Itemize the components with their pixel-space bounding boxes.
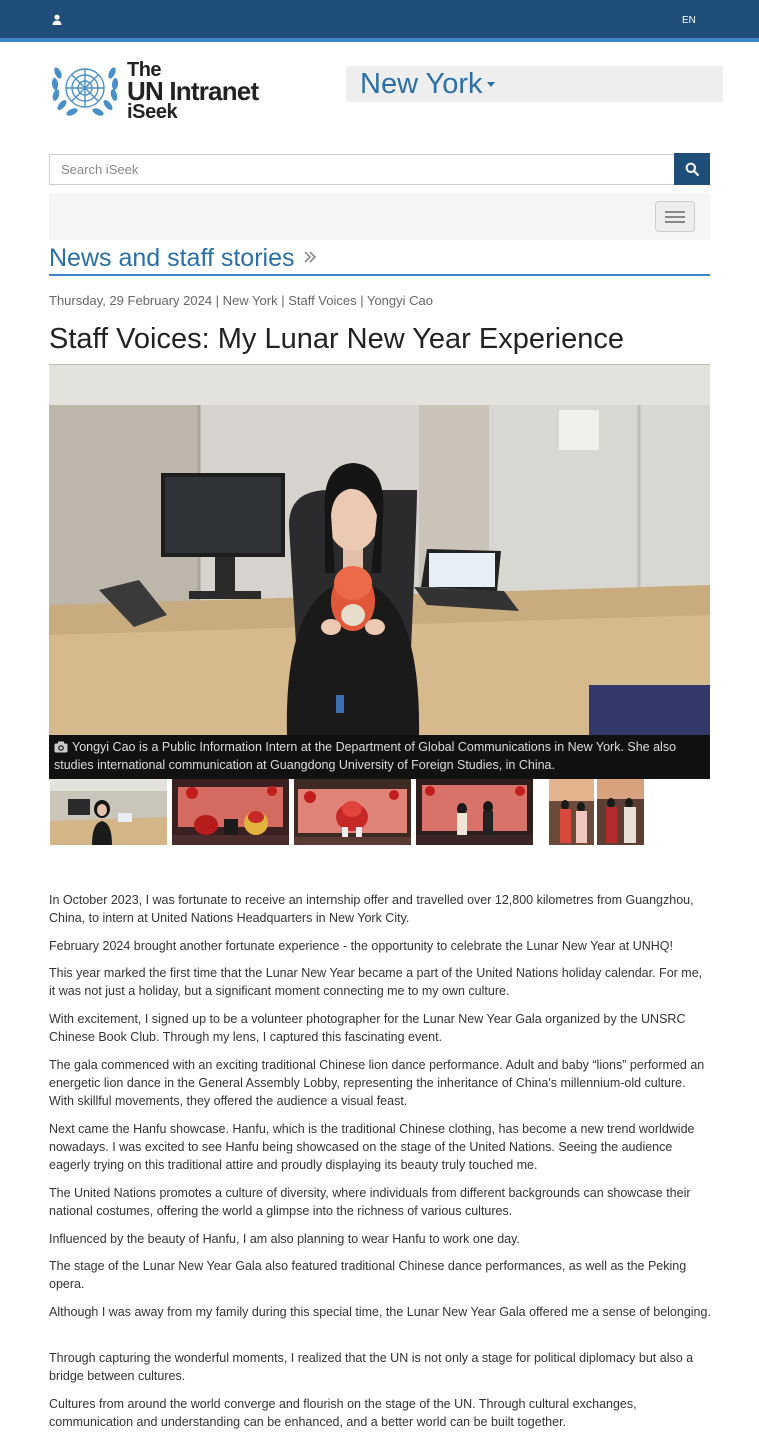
article-paragraph-6: Next came the Hanfu showcase. Hanfu, which is the traditional Chinese clothing, has become a new trend worldwide nowadays. I was excited to see Hanfu being showcased on the stage of the United Nations. Seeing the audience eagerly trying on this traditional attire and proudly displaying its beauty truly touched me. xyxy=(49,1122,695,1172)
brand-line-the: The xyxy=(127,59,162,81)
nav-bar xyxy=(49,193,710,240)
caret-down-icon xyxy=(487,82,495,87)
brand-line-un-intranet: UN Intranet xyxy=(127,76,259,106)
article-paragraph-11: Through capturing the wonderful moments, I realized that the UN is not only a stage for political diplomacy but also a bridge between cultures. xyxy=(49,1351,694,1383)
location-dropdown[interactable] xyxy=(346,66,723,102)
article-paragraph-12: Cultures from around the world converge and flourish on the stage of the UN. Through cultural exchanges, communication and understanding can be enhanced, and a better world can be built together. xyxy=(49,1397,637,1429)
article-paragraph-8: Influenced by the beauty of Hanfu, I am also planning to wear Hanfu to work one day. xyxy=(49,1232,520,1246)
search-input[interactable] xyxy=(49,154,675,185)
hamburger-menu-icon xyxy=(665,211,685,213)
search-button[interactable] xyxy=(674,153,710,185)
article-paragraph-1: In October 2023, I was fortunate to receive an internship offer and travelled over 12,800 kilometres from Guangzhou, China, to intern at United Nations Headquarters in New York City. xyxy=(49,893,694,925)
article-paragraph-2: February 2024 brought another fortunate experience - the opportunity to celebrate the Lunar New Year at UNHQ! xyxy=(49,939,673,953)
article-paragraph-4: With excitement, I signed up to be a volunteer photographer for the Lunar New Year Gala organized by the UNSRC Chinese Book Club. Through my lens, I captured this fascinating event. xyxy=(49,1012,686,1044)
user-icon[interactable] xyxy=(50,13,64,27)
top-bar xyxy=(0,0,759,38)
top-bar-stripe xyxy=(0,38,759,42)
un-emblem-icon[interactable] xyxy=(49,59,121,119)
article-paragraph-9: The stage of the Lunar New Year Gala also featured traditional Chinese dance performances, as well as the Peking opera. xyxy=(49,1259,687,1291)
article-paragraph-3: This year marked the first time that the Lunar New Year became a part of the United Nations holiday calendar. For me, it was not just a holiday, but a significant moment connecting me to my own culture. xyxy=(49,966,703,998)
article-paragraph-5: The gala commenced with an exciting traditional Chinese lion dance performance. Adult and baby “lions” performed an energetic lion dance in the General Assembly Lobby, representing the inheritance of China's millennium-old culture. With skillful movements, they offered the audience a visual feast. xyxy=(49,1058,705,1108)
gallery-thumbnail-3[interactable] xyxy=(294,779,411,845)
gallery-thumbnail-2[interactable] xyxy=(172,779,289,845)
language-selector[interactable]: EN xyxy=(682,15,696,26)
location-label: New York xyxy=(360,68,483,100)
article-hero-photo xyxy=(49,364,710,736)
photo-caption xyxy=(49,735,710,779)
article-paragraph-7: The United Nations promotes a culture of diversity, where individuals from different backgrounds can showcase their national costumes, offering the world a glimpse into the richness of various cultures. xyxy=(49,1186,691,1218)
gallery-thumbnail-1[interactable] xyxy=(50,779,167,845)
site-brand[interactable] xyxy=(127,60,258,122)
gallery-thumbnail-6[interactable] xyxy=(597,779,644,845)
article-paragraph-10: Although I was away from my family during this special time, the Lunar New Year Gala offered me a sense of belonging. xyxy=(49,1305,711,1319)
section-title xyxy=(49,242,710,276)
camera-icon xyxy=(54,741,68,753)
gallery-thumbnail-5[interactable] xyxy=(549,779,594,845)
menu-toggle-button[interactable] xyxy=(655,201,695,232)
brand-line-iseek: iSeek xyxy=(127,101,178,123)
section-title-link[interactable]: News and staff stories xyxy=(49,244,295,272)
double-chevron-right-icon xyxy=(303,250,317,264)
search-icon xyxy=(685,162,699,176)
gallery-thumbnail-4[interactable] xyxy=(416,779,533,845)
article-title: Staff Voices: My Lunar New Year Experience xyxy=(49,323,624,355)
article-meta: Thursday, 29 February 2024 | New York | Staff Voices | Yongyi Cao xyxy=(49,293,433,308)
photo-caption-text: Yongyi Cao is a Public Information Intern at the Department of Global Communications in New York. She also studies international communication at Guangdong University of Foreign Studies, in China. xyxy=(54,740,677,772)
